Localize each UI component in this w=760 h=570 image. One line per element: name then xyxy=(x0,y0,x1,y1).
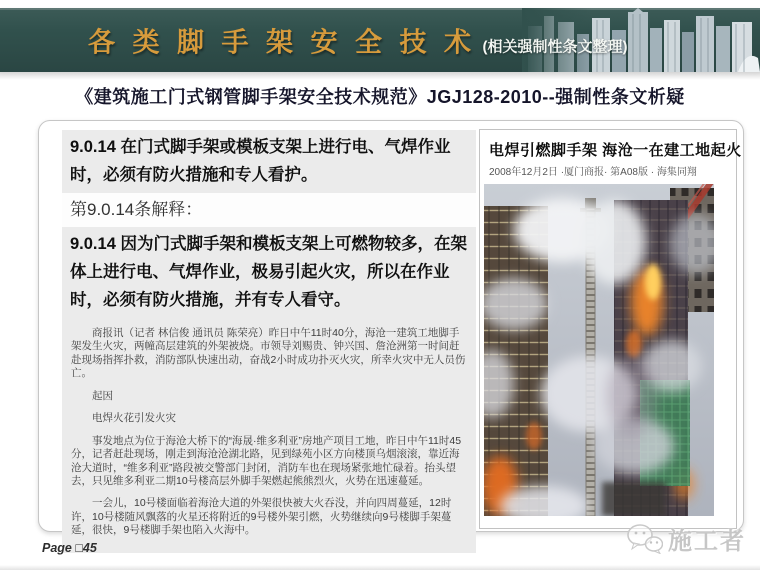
wechat-icon xyxy=(627,524,663,554)
document-title: 《建筑施工门式钢管脚手架安全技术规范》JGJ128-2010--强制性条文析疑 xyxy=(75,87,685,107)
page-number: Page □45 xyxy=(42,541,97,555)
news-paragraph: 一会儿，10号楼面临着海沧大道的外架很快被大火吞没，并向四周蔓延，12时许，10号楼随风飘落的火星还将附近的9号楼外架引燃，火势继续向9号楼脚手架蔓延，很快，9号楼脚手架也陷入火海中。 xyxy=(71,497,452,537)
fire-photo xyxy=(484,184,714,516)
news-dateline: 2008年12月2日 ·厦门商报· 第A08版 · 海集同翔 xyxy=(489,167,697,178)
news-headline: 电焊引燃脚手架 海沧一在建工地起火 xyxy=(489,142,742,159)
clause-interpretation-text: 9.0.14 因为门式脚手架和模板支架上可燃物较多，在架体上进行电、气焊作业，极易引起火灾，所以在作业时，必须有防火措施，并有专人看守。 xyxy=(62,227,476,318)
news-paragraph: 起因 xyxy=(92,389,113,402)
news-paragraph: 事发地点为位于海沧大桥下的“海晟·维多利亚”房地产项目工地，昨日中午11时45分，记者赶赴现场，刚走到海沧沧湖北路，见到绿苑小区方向楼顶乌烟滚滚，靠近海沧大道时，“维多利亚”路段被交警部门封闭，消防车也在现场紧张地忙碌着。抬头望去，只见维多利亚二期10号楼高层外脚手架燃起熊熊烈火，火势在迅速蔓延。 xyxy=(71,434,462,487)
watermark-label: 施工者 xyxy=(668,528,746,555)
slide-title-banner xyxy=(0,8,760,72)
news-paragraph: 电焊火花引发火灾 xyxy=(92,412,176,425)
slide-title-note: (相关强制性条文整理) xyxy=(482,38,628,56)
watermark xyxy=(627,521,746,556)
clause-interpretation-heading: 第9.0.14条解释： xyxy=(62,193,476,227)
news-paragraph: 商报讯（记者 林信俊 通讯员 陈荣亮）昨日中午11时40分，海沧一建筑工地脚手架发生火灾，两幢高层建筑的外架被烧。市领导刘赐贵、钟兴国、詹沧洲第一时间赶赴现场指挥扑救，消防部队快速出动，奋战2小时成功扑灭火灾，所幸火灾中无人员伤亡。 xyxy=(71,327,466,380)
slide-title: 各 类 脚 手 架 安 全 技 术 xyxy=(88,27,477,58)
news-article-text xyxy=(62,318,476,553)
content-card xyxy=(38,120,744,537)
slide-bottom-edge xyxy=(0,565,760,570)
clause-text: 9.0.14 在门式脚手架或模板支架上进行电、气焊作业时，必须有防火措施和专人看护。 xyxy=(62,130,476,193)
news-clipping-panel xyxy=(479,129,742,529)
regulation-column xyxy=(62,130,476,553)
